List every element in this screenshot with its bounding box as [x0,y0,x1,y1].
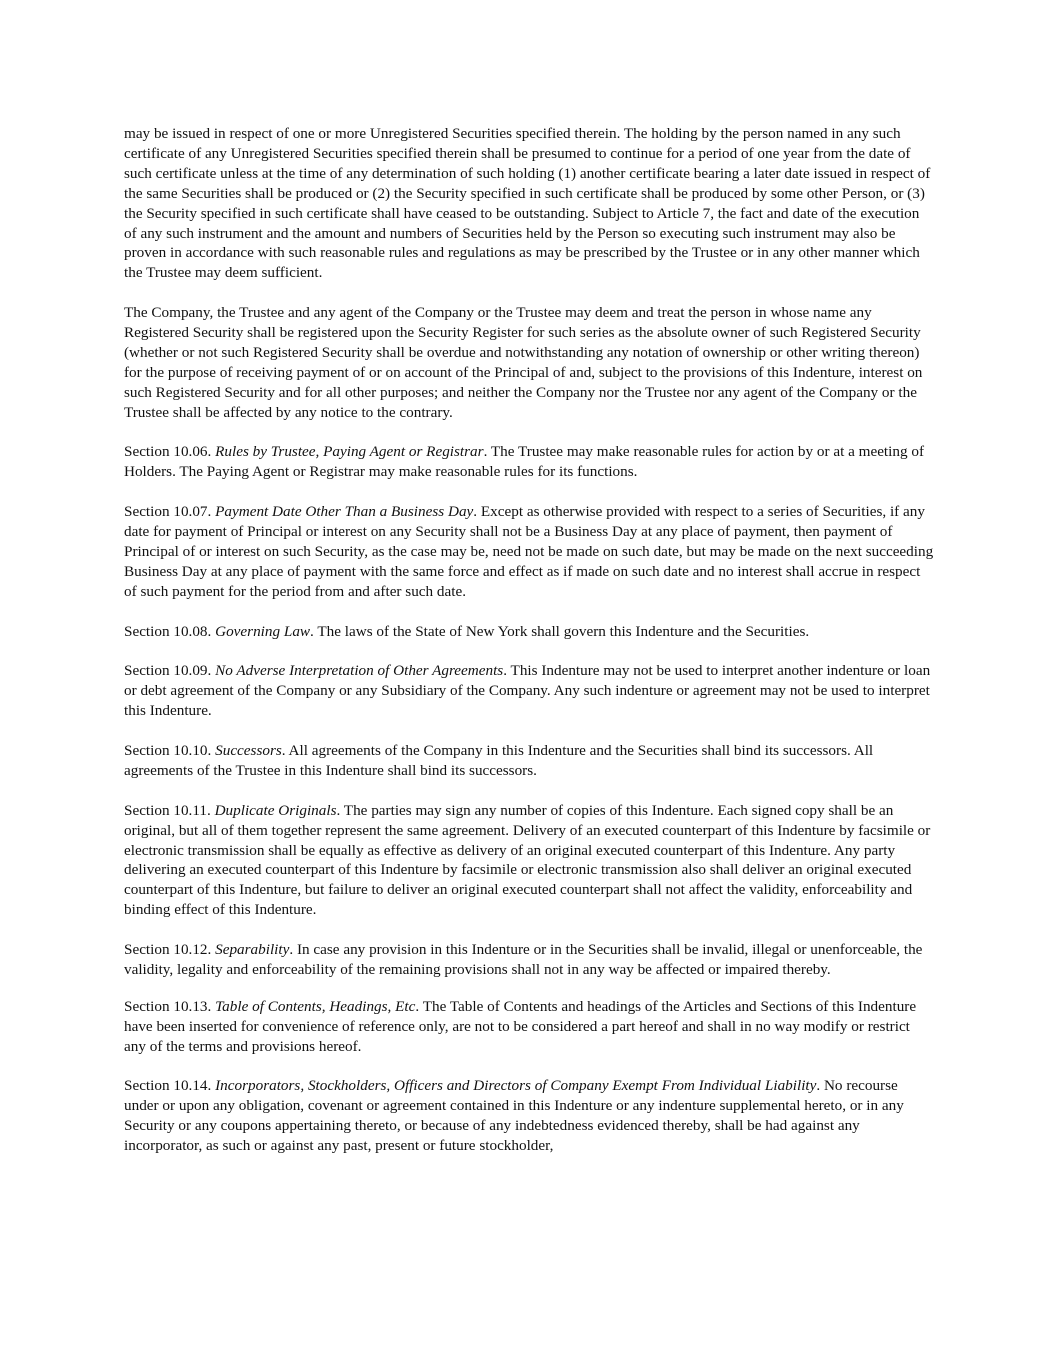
section-body: . This Indenture may not be used to interpret another indenture or loan or debt agreement of the Company or any Subsidiary of the Company. Any such indenture or agreement may not be used to interpret this Indenture. [124,662,931,720]
section-heading: Incorporators, Stockholders, Officers and Directors of Company Exempt From Individual Liability [215,1077,817,1095]
section-heading: No Adverse Interpretation of Other Agreements [215,662,504,680]
section-number: Section 10.13. [124,997,216,1015]
document-body [124,124,934,1176]
section-body: . All agreements of the Company in this Indenture and the Securities shall bind its successors. All agreements of the Trustee in this Indenture shall bind its successors. [124,742,874,779]
section-10-08 [124,622,934,642]
section-number: Section 10.14. [124,1077,216,1095]
section-number: Section 10.10. [124,742,216,759]
section-heading: Rules by Trustee, Paying Agent or Registrar [215,443,484,461]
section-heading: Duplicate Originals [214,801,337,819]
section-body: . No recourse under or upon any obligation, covenant or agreement contained in this Indenture or any indenture supplemental hereto, or in any Security or any coupons appertaining thereto, or because of any indebtedness evidenced thereby, shall be had against any incorporator, as such or against any past, present or future stockholder, [124,1077,904,1155]
section-heading: Table of Contents, Headings, Etc [215,997,416,1015]
section-10-09 [124,661,934,721]
section-10-10 [124,741,934,781]
section-body: . The Trustee may make reasonable rules for action by or at a meeting of Holders. The Paying Agent or Registrar may make reasonable rules for its functions. [124,443,925,481]
section-number: Section 10.11. [124,801,215,819]
section-body: . The parties may sign any number of copies of this Indenture. Each signed copy shall be an original, but all of them together represent the same agreement. Delivery of an executed counterpart of this Indenture by facsimile or electronic transmission shall be equally as effective as delivery of an original executed counterpart of this Indenture. Any party delivering an executed counterpart of this Indenture by facsimile or electronic transmission also shall deliver an original executed counterpart of this Indenture, but failure to deliver an original executed counterpart shall not affect the validity, enforceability and binding effect of this Indenture. [124,801,931,919]
section-heading: Payment Date Other Than a Business Day [215,503,474,521]
section-number: Section 10.12. [124,941,216,959]
section-body: . The laws of the State of New York shall govern this Indenture and the Securities. [310,622,810,640]
section-10-13 [124,997,934,1057]
section-10-12 [124,940,934,980]
section-number: Section 10.09. [124,662,216,680]
section-number: Section 10.07. [124,503,216,521]
section-10-14 [124,1076,934,1156]
section-body: . Except as otherwise provided with respect to a series of Securities, if any date for payment of Principal or interest on any Security shall not be a Business Day at any place of payment, then payment of Principal of or interest on such Security, as the case may be, need not be made on such date, but may be made on the next succeeding Business Day at any place of payment with the same force and effect as if made on such date and no interest shall accrue in respect of such payment for the period from and after such date. [124,503,934,600]
paragraph-certificate-holding: may be issued in respect of one or more Unregistered Securities specified therein. The holding by the person named in any such certificate of any Unregistered Securities specified therein shall be presumed to continue for a period of one year from the date of such certificate unless at the time of any determination of such holding (1) another certificate bearing a later date issued in respect of the same Securities shall be produced or (2) the Security specified in such certificate shall be produced by some other Person, or (3) the Security specified in such certificate shall have ceased to be outstanding. Subject to Article 7, the fact and date of the execution of any such instrument and the amount and numbers of Securities held by the Person so executing such instrument may also be proven in accordance with such reasonable rules and regulations as may be prescribed by the Trustee or in any other manner which the Trustee may deem sufficient. [124,125,931,282]
section-heading: Separability [215,941,290,959]
section-10-06 [124,442,934,482]
section-10-11 [124,801,934,920]
section-number: Section 10.06. [124,443,216,461]
section-heading: Governing Law [215,622,311,640]
section-number: Section 10.08. [124,622,216,640]
section-10-07 [124,502,934,602]
paragraph-registered-owner: The Company, the Trustee and any agent of the Company or the Trustee may deem and treat the person in whose name any Registered Security shall be registered upon the Security Register for such series as the absolute owner of such Registered Security (whether or not such Registered Security shall be overdue and notwithstanding any notation of ownership or other writing thereon) for the purpose of receiving payment of or on account of the Principal of and, subject to the provisions of this Indenture, interest on such Registered Security and for all other purposes; and neither the Company nor the Trustee nor any agent of the Company or the Trustee shall be affected by any notice to the contrary. [124,304,923,421]
section-body: . In case any provision in this Indenture or in the Securities shall be invalid, illegal or unenforceable, the validity, legality and enforceability of the remaining provisions shall not in any way be affected or impaired thereby. [124,941,923,978]
section-heading: Successors [215,742,282,759]
section-body: . The Table of Contents and headings of the Articles and Sections of this Indenture have been inserted for convenience of reference only, are not to be considered a part hereof and shall in no way modify or restrict any of the terms and provisions hereof. [124,997,917,1055]
